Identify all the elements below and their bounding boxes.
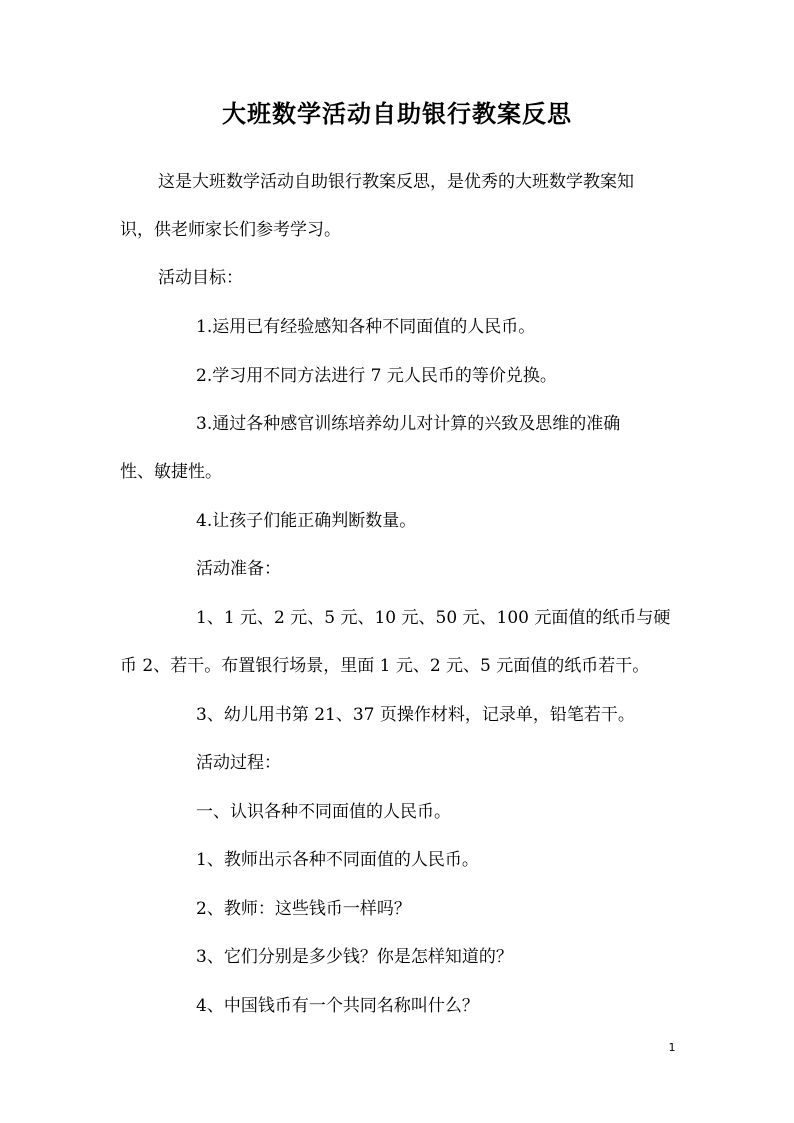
intro-line-1: 这是大班数学活动自助银行教案反思，是优秀的大班数学教案知 [158, 172, 634, 192]
intro-line-2: 识，供老师家长们参考学习。 [120, 220, 341, 240]
process-heading: 活动过程： [196, 753, 281, 773]
goal-item-2: 2.学习用不同方法进行 7 元人民币的等价兑换。 [196, 366, 557, 386]
process-step-1-1: 1、教师出示各种不同面值的人民币。 [196, 850, 479, 870]
process-step-1-2: 2、教师：这些钱币一样吗？ [196, 899, 411, 919]
prep-heading: 活动准备： [196, 559, 281, 579]
prep-item-1-cont: 币 2、若干。布置银行场景，里面 1 元、2 元、5 元面值的纸币若干。 [120, 656, 650, 676]
process-step-1-3: 3、它们分别是多少钱？你是怎样知道的？ [196, 947, 513, 967]
prep-item-3: 3、幼儿用书第 21、37 页操作材料，记录单，铅笔若干。 [196, 705, 635, 725]
process-step-1: 一、认识各种不同面值的人民币。 [196, 802, 451, 822]
document-title: 大班数学活动自助银行教案反思 [222, 100, 572, 128]
goal-item-1: 1.运用已有经验感知各种不同面值的人民币。 [196, 317, 536, 337]
process-step-1-4: 4、中国钱币有一个共同名称叫什么？ [196, 996, 479, 1016]
goals-heading: 活动目标： [158, 268, 243, 288]
goal-item-3-cont: 性、敏捷性。 [120, 462, 222, 482]
goal-item-3: 3.通过各种感官训练培养幼儿对计算的兴致及思维的准确 [196, 414, 621, 434]
goal-item-4: 4.让孩子们能正确判断数量。 [196, 511, 417, 531]
prep-item-1: 1、1 元、2 元、5 元、10 元、50 元、100 元面值的纸币与硬 [196, 608, 671, 628]
page-number: 1 [668, 1041, 676, 1054]
